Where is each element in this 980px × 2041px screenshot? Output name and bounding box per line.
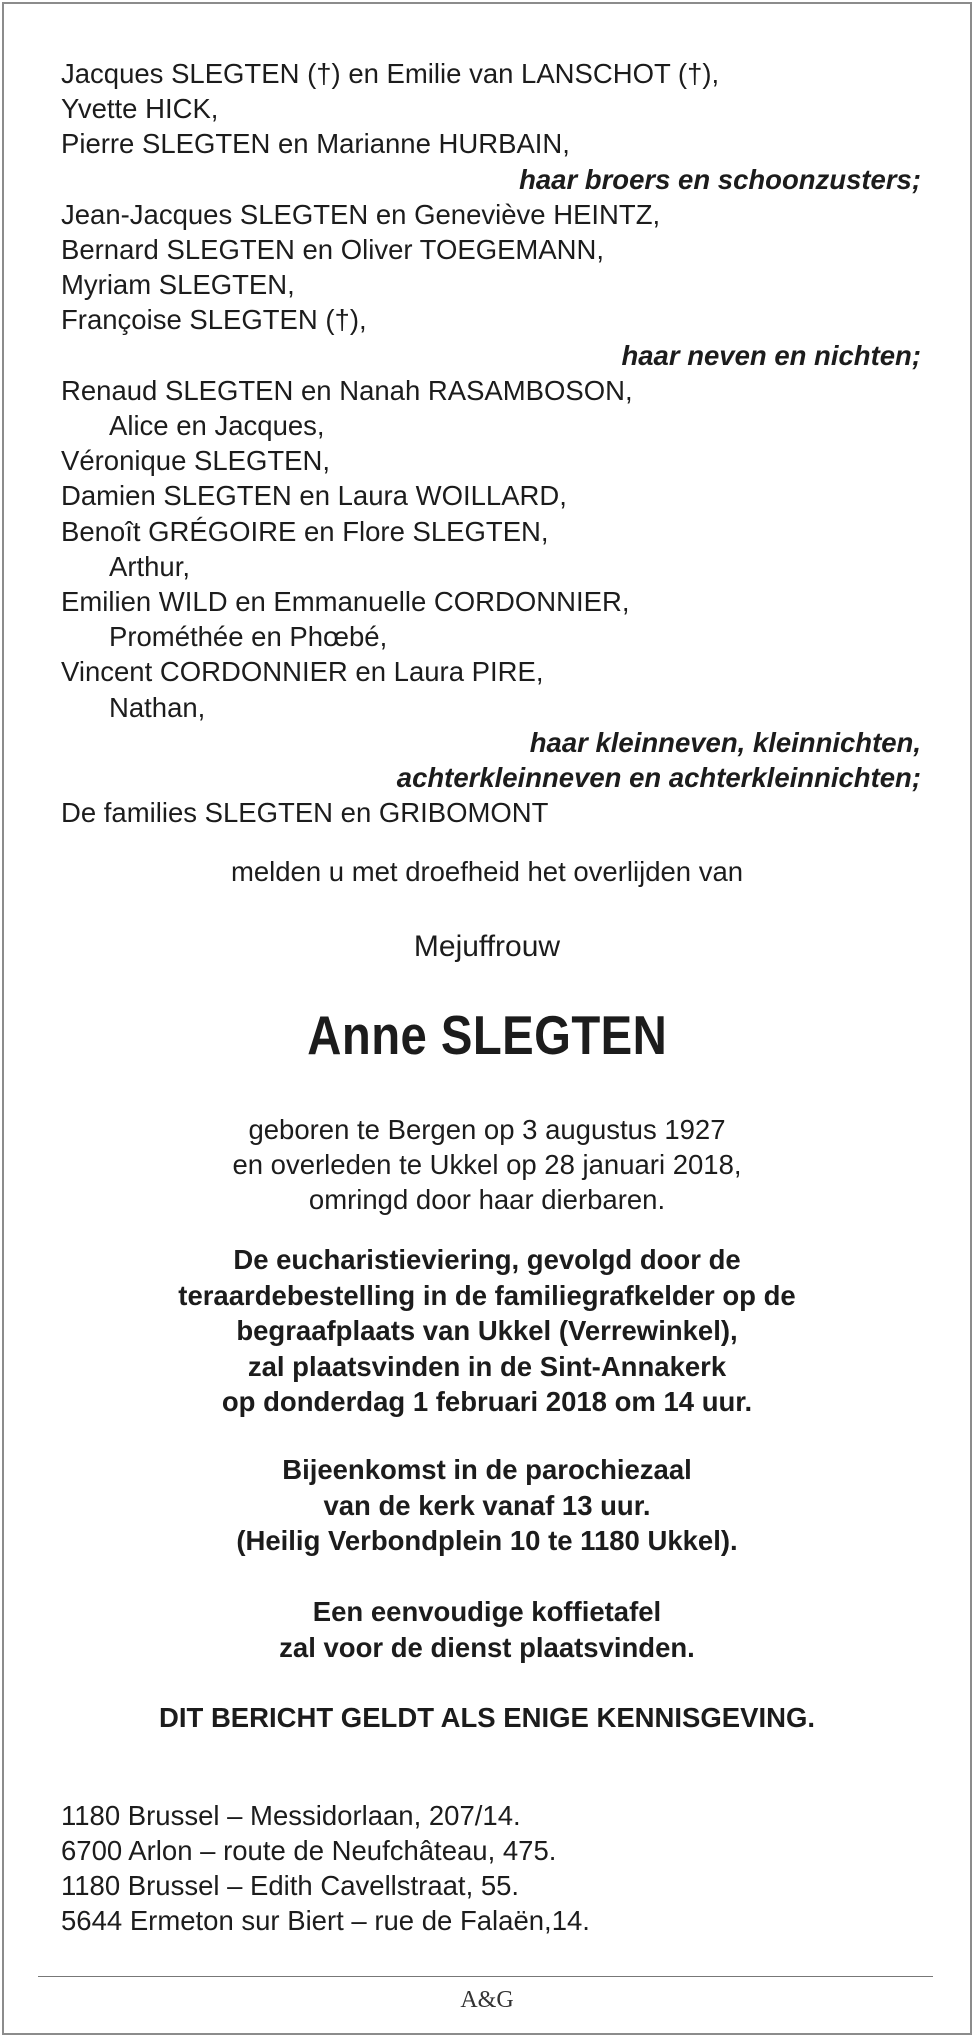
coffee-line: zal voor de dienst plaatsvinden.: [279, 1631, 695, 1663]
death-notice: [2, 2, 972, 2035]
service-line: begraafplaats van Ukkel (Verrewinkel),: [236, 1315, 738, 1346]
gathering-line: van de kerk vanaf 13 uur.: [323, 1489, 651, 1521]
family-list: [61, 56, 921, 830]
address-line: 6700 Arlon – route de Neufchâteau, 475.: [61, 1835, 557, 1866]
relation-label: haar broers en schoonzusters;: [519, 163, 921, 195]
coffee-line: Een eenvoudige koffietafel: [312, 1596, 662, 1627]
agency-signature: A&G: [460, 1987, 514, 2013]
family-line: Véronique SLEGTEN,: [61, 445, 331, 477]
address-list: [61, 1798, 921, 1938]
family-line: Jacques SLEGTEN (†) en Emilie van LANSCHOT (†),: [61, 58, 720, 89]
footer-divider: [38, 1976, 933, 1977]
announcement-text: melden u met droefheid het overlijden van: [230, 856, 744, 887]
family-line: Benoît GRÉGOIRE en Flore SLEGTEN,: [61, 515, 549, 547]
family-line: Vincent CORDONNIER en Laura PIRE,: [61, 656, 544, 688]
birth-death-info: [4, 1112, 970, 1217]
address-line: 5644 Ermeton sur Biert – rue de Falaën,14.: [61, 1905, 590, 1936]
family-line: De families SLEGTEN en GRIBOMONT: [61, 797, 549, 829]
family-line-child: Prométhée en Phœbé,: [109, 621, 388, 653]
honorific: Mejuffrouw: [413, 930, 561, 963]
address-line: 1180 Brussel – Messidorlaan, 207/14.: [61, 1800, 521, 1831]
relation-label: achterkleinneven en achterkleinnichten;: [396, 762, 921, 794]
relation-label: haar kleinneven, kleinnichten,: [529, 726, 921, 758]
gathering-line: (Heilig Verbondplein 10 te 1180 Ukkel).: [236, 1525, 738, 1556]
family-line: Yvette HICK,: [61, 93, 219, 125]
service-line: op donderdag 1 februari 2018 om 14 uur.: [221, 1386, 753, 1417]
family-line: Emilien WILD en Emmanuelle CORDONNIER,: [61, 586, 630, 618]
service-line: zal plaatsvinden in de Sint-Annakerk: [247, 1350, 727, 1382]
gathering-line: Bijeenkomst in de parochiezaal: [282, 1454, 692, 1485]
birth-death-line: geboren te Bergen op 3 augustus 1927: [248, 1114, 726, 1145]
birth-death-line: en overleden te Ukkel op 28 januari 2018,: [232, 1149, 742, 1180]
family-line: Bernard SLEGTEN en Oliver TOEGEMANN,: [61, 234, 605, 266]
official-notice: DIT BERICHT GELDT ALS ENIGE KENNISGEVING.: [159, 1702, 815, 1733]
family-line: Jean-Jacques SLEGTEN en Geneviève HEINTZ,: [61, 198, 661, 230]
service-line: teraardebestelling in de familiegrafkelder op de: [178, 1279, 796, 1311]
deceased-name: Anne SLEGTEN: [307, 1004, 668, 1066]
family-line: Damien SLEGTEN en Laura WOILLARD,: [61, 480, 567, 512]
family-line: Myriam SLEGTEN,: [61, 269, 295, 301]
family-line-child: Arthur,: [109, 550, 191, 582]
service-details: [4, 1242, 970, 1420]
family-line-child: Alice en Jacques,: [109, 410, 325, 442]
family-line-child: Nathan,: [109, 691, 206, 723]
family-line: Françoise SLEGTEN (†),: [61, 304, 367, 336]
relation-label: haar neven en nichten;: [621, 339, 921, 371]
gathering-details: [4, 1452, 970, 1559]
birth-death-line: omringd door haar dierbaren.: [308, 1184, 666, 1215]
coffee-details: [4, 1594, 970, 1665]
family-line: Pierre SLEGTEN en Marianne HURBAIN,: [61, 128, 570, 160]
family-line: Renaud SLEGTEN en Nanah RASAMBOSON,: [61, 374, 633, 406]
service-line: De eucharistieviering, gevolgd door de: [233, 1244, 741, 1275]
address-line: 1180 Brussel – Edith Cavellstraat, 55.: [61, 1870, 520, 1901]
